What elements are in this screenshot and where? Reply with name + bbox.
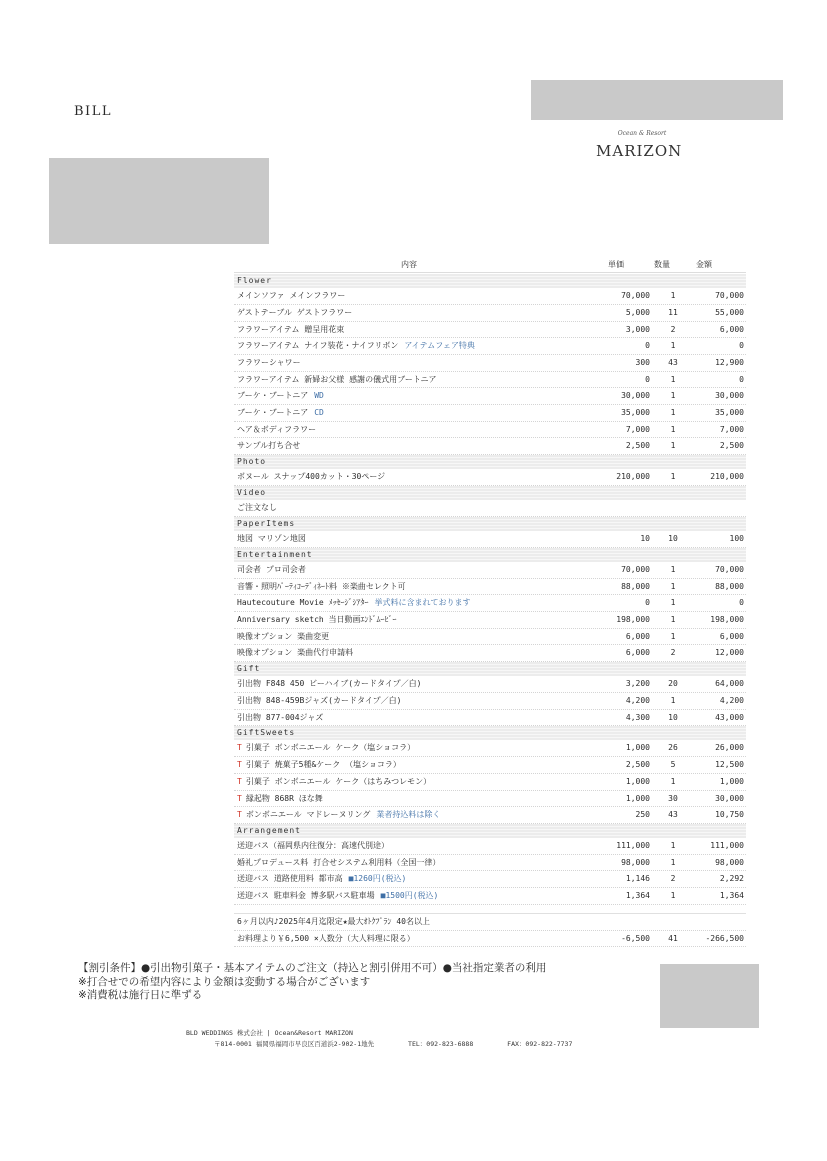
header-price: 単価: [608, 259, 624, 269]
unit-price: 6,000: [625, 631, 650, 641]
unit-price: 1,000: [625, 776, 650, 786]
item-name-cell: [237, 322, 617, 338]
table-row: [234, 338, 746, 355]
amount: 210,000: [710, 472, 744, 482]
item-name-cell: [237, 807, 617, 823]
unit-price: 4,300: [625, 712, 650, 722]
quantity: 43: [668, 357, 678, 367]
table-row: [234, 305, 746, 322]
unit-price: 88,000: [621, 581, 650, 591]
item-note: ■1260円(税込): [348, 874, 407, 884]
item-note: 挙式料に含まれております: [374, 598, 471, 608]
quantity: 5: [670, 760, 676, 770]
header-content: 内容: [401, 259, 417, 269]
table-row: [234, 855, 746, 872]
table-row: [234, 629, 746, 646]
table-row: [234, 807, 746, 824]
item-name-cell: [237, 838, 617, 854]
discount-block: [234, 913, 746, 947]
table-row: [234, 322, 746, 339]
item-name: 引菓子 ボンボニエール ケーク（はちみつレモン）: [245, 776, 432, 786]
quantity: 1: [670, 631, 676, 641]
bill-table: [234, 256, 746, 947]
amount: 55,000: [715, 307, 744, 317]
unit-price: 1,364: [625, 891, 650, 901]
quantity: 1: [670, 841, 676, 851]
section-header: Arrangement: [234, 824, 746, 838]
item-name-cell: [237, 595, 617, 611]
unit-price: 1,000: [625, 743, 650, 753]
section-header: GiftSweets: [234, 726, 746, 740]
amount: 6,000: [719, 324, 744, 334]
amount: 2,292: [719, 874, 744, 884]
amount: 35,000: [715, 408, 744, 417]
amount: 98,000: [715, 857, 744, 867]
item-name: 引出物 877-004ジャズ: [237, 712, 324, 722]
quantity: 1: [670, 391, 676, 401]
unit-price: 35,000: [621, 408, 650, 417]
amount: 0: [739, 598, 744, 608]
item-name-cell: [237, 288, 617, 304]
item-name-cell: [237, 774, 617, 790]
footer-company: BLD WEDDINGS 株式会社 | Ocean&Resort MARIZON: [186, 1029, 353, 1037]
table-row: [234, 438, 746, 455]
redacted-block-top-right: [531, 80, 783, 120]
item-name-cell: [237, 710, 617, 726]
item-name-cell: [237, 305, 617, 321]
table-body: [234, 274, 746, 905]
unit-price: 198,000: [616, 614, 650, 624]
amount: 6,000: [719, 631, 744, 641]
item-name: 婚礼プロデュース料 打合せシステム利用料（全国一律）: [237, 857, 441, 867]
quantity: 1: [670, 441, 676, 451]
item-name-cell: [237, 871, 617, 887]
unit-price: 30,000: [621, 391, 650, 401]
quantity: 10: [668, 712, 678, 722]
table-row: [234, 612, 746, 629]
unit-price: 98,000: [621, 857, 650, 867]
unit-price: 5,000: [625, 307, 650, 317]
item-name: ブーケ・ブートニア: [237, 408, 309, 417]
table-row: [234, 422, 746, 439]
item-name-cell: [237, 676, 617, 692]
item-name-cell: [237, 612, 617, 628]
amount: 30,000: [715, 793, 744, 803]
unit-price: 1,000: [625, 793, 650, 803]
amount: 64,000: [715, 679, 744, 689]
item-name: ブーケ・ブートニア: [237, 391, 309, 401]
gift-mark-icon: T: [237, 776, 242, 786]
unit-price: 2,500: [625, 441, 650, 451]
item-name: ゲストテーブル ゲストフラワー: [237, 307, 353, 317]
quantity: 1: [670, 857, 676, 867]
unit-price: 10: [640, 534, 650, 543]
table-row: [234, 288, 746, 305]
brand-tagline: Ocean & Resort: [617, 130, 667, 137]
header-qty: 数量: [654, 259, 670, 269]
item-name: ボンボニエール マドレーヌリング: [245, 810, 371, 820]
amount: 0: [739, 374, 744, 384]
table-row: [234, 405, 746, 422]
unit-price: 70,000: [621, 291, 650, 301]
amount: 198,000: [710, 614, 744, 624]
gift-mark-icon: T: [237, 760, 242, 770]
quantity: 1: [670, 341, 676, 351]
table-row: [234, 531, 746, 548]
unit-price: 1,146: [625, 874, 650, 884]
unit-price: -6,500: [621, 933, 650, 943]
item-name: フラワーアイテム ナイフ装花・ナイフリボン: [237, 341, 399, 351]
unit-price: 3,000: [625, 324, 650, 334]
amount: 12,900: [715, 357, 744, 367]
amount: 1,364: [719, 891, 744, 901]
unit-price: 3,200: [625, 679, 650, 689]
item-name: 縁起物 868R ほな舞: [245, 793, 323, 803]
unit-price: 250: [635, 810, 650, 820]
item-name: 送迎バス（福岡県内往復分：高速代別途）: [237, 841, 389, 851]
table-row: [234, 740, 746, 757]
section-header: Flower: [234, 274, 746, 288]
item-name: 6ヶ月以内♪2025年4月迄限定★最大ｵﾄｸﾌﾟﾗﾝ 40名以上: [237, 916, 430, 926]
section-header: Video: [234, 486, 746, 500]
bill-title: BILL: [74, 104, 112, 119]
quantity: 1: [670, 581, 676, 591]
item-name-cell: [237, 693, 617, 709]
item-name: 映像オプション 楽曲代行申請料: [237, 648, 354, 658]
quantity: 20: [668, 679, 678, 689]
amount: 2,500: [719, 441, 744, 451]
quantity: 1: [670, 472, 676, 482]
quantity: 2: [670, 648, 676, 658]
condition-line: ※打合せでの希望内容により金額は変動する場合がございます: [78, 975, 371, 988]
item-name-cell: [237, 888, 617, 904]
section-header: Entertainment: [234, 548, 746, 562]
item-name-cell: [237, 629, 617, 645]
amount: 111,000: [710, 841, 744, 851]
table-row: [234, 372, 746, 389]
amount: 26,000: [715, 743, 744, 753]
company-footer: [186, 1028, 602, 1050]
quantity: 1: [670, 564, 676, 574]
item-name: 送迎バス 駐車料金 博多駅バス駐車場: [237, 891, 375, 901]
table-row: [234, 355, 746, 372]
section-header: Photo: [234, 455, 746, 469]
item-name-cell: [237, 531, 617, 547]
table-row: [234, 888, 746, 905]
table-header: [234, 256, 746, 273]
item-name: メインソファ メインフラワー: [237, 291, 346, 301]
table-row: [234, 913, 746, 931]
table-row: [234, 757, 746, 774]
quantity: 10: [668, 534, 678, 543]
quantity: 1: [670, 291, 676, 301]
item-note: CD: [314, 408, 324, 417]
item-name-cell: [237, 438, 617, 454]
table-row: [234, 693, 746, 710]
unit-price: 0: [645, 374, 650, 384]
unit-price: 70,000: [621, 564, 650, 574]
quantity: 1: [670, 424, 676, 434]
item-name: 引出物 848-459Bジャズ(カードタイプ／白): [237, 695, 402, 705]
amount: 70,000: [715, 291, 744, 301]
item-name: 地図 マリゾン地図: [237, 534, 306, 543]
table-row: [234, 562, 746, 579]
item-name-cell: [237, 914, 617, 930]
condition-line: ※消費税は施行日に準ずる: [78, 989, 203, 1001]
item-name-cell: [237, 757, 617, 773]
quantity: 41: [668, 933, 678, 943]
item-name: 映像オプション 楽曲変更: [237, 631, 330, 641]
quantity: 1: [670, 776, 676, 786]
unit-price: 300: [635, 357, 650, 367]
item-name: サンプル打ち合せ: [237, 441, 301, 451]
discount-conditions: [78, 962, 678, 1003]
item-name-cell: [237, 355, 617, 371]
item-name-cell: [237, 422, 617, 438]
quantity: 2: [670, 324, 676, 334]
quantity: 11: [668, 307, 678, 317]
item-name: ご注文なし: [237, 503, 277, 513]
item-name-cell: [237, 372, 617, 388]
item-name-cell: [237, 740, 617, 756]
section-header: PaperItems: [234, 517, 746, 531]
quantity: 30: [668, 793, 678, 803]
brand-logo: MARIZON: [596, 142, 683, 160]
item-note: 業者持込料は除く: [376, 810, 441, 820]
gift-mark-icon: T: [237, 810, 242, 820]
header-amount: 金額: [696, 259, 712, 269]
table-row: [234, 838, 746, 855]
item-name: 引菓子 ボンボニエール ケーク（塩ショコラ）: [245, 743, 416, 753]
item-name: 引菓子 焼菓子5種&ケーク （塩ショコラ）: [245, 760, 401, 770]
unit-price: 2,500: [625, 760, 650, 770]
table-row: [234, 931, 746, 948]
table-row: [234, 388, 746, 405]
quantity: 1: [670, 614, 676, 624]
amount: 70,000: [715, 564, 744, 574]
table-row: [234, 791, 746, 808]
redacted-block-address: [49, 158, 269, 244]
quantity: 43: [668, 810, 678, 820]
unit-price: 210,000: [616, 472, 650, 482]
footer-fax: FAX：092-822-7737: [507, 1040, 573, 1048]
item-name: ヘア＆ボディフラワー: [237, 424, 317, 434]
section-header: Gift: [234, 662, 746, 676]
item-name: 司会者 プロ司会者: [237, 564, 306, 574]
amount: 100: [729, 534, 744, 543]
item-name-cell: [237, 562, 617, 578]
table-row: [234, 774, 746, 791]
amount: 1,000: [719, 776, 744, 786]
unit-price: 0: [645, 598, 650, 608]
item-name-cell: [237, 388, 617, 404]
item-name: 引出物 F848 450 ビーハイブ(カードタイプ／白): [237, 679, 422, 689]
amount: 7,000: [719, 424, 744, 434]
amount: 88,000: [715, 581, 744, 591]
item-name-cell: [237, 791, 617, 807]
unit-price: 6,000: [625, 648, 650, 658]
quantity: 1: [670, 408, 676, 417]
quantity: 1: [670, 598, 676, 608]
table-row: [234, 500, 746, 517]
table-row: [234, 871, 746, 888]
amount: 10,750: [715, 810, 744, 820]
quantity: 1: [670, 374, 676, 384]
item-note: ■1500円(税込): [380, 891, 439, 901]
unit-price: 4,200: [625, 695, 650, 705]
table-row: [234, 676, 746, 693]
item-name-cell: [237, 500, 617, 516]
unit-price: 0: [645, 341, 650, 351]
unit-price: 111,000: [616, 841, 650, 851]
amount: -266,500: [705, 933, 744, 943]
amount: 12,000: [715, 648, 744, 658]
item-name-cell: [237, 931, 617, 947]
item-name-cell: [237, 645, 617, 661]
amount: 0: [739, 341, 744, 351]
item-name: フラワーシャワー: [237, 357, 301, 367]
gift-mark-icon: T: [237, 743, 242, 753]
table-row: [234, 595, 746, 612]
unit-price: 7,000: [625, 424, 650, 434]
amount: 43,000: [715, 712, 744, 722]
item-name-cell: [237, 405, 617, 421]
quantity: 26: [668, 743, 678, 753]
item-name: ボヌール スナップ400カット・30ページ: [237, 472, 386, 482]
quantity: 1: [670, 695, 676, 705]
table-row: [234, 710, 746, 727]
item-name-cell: [237, 579, 617, 595]
item-name-cell: [237, 338, 617, 354]
table-row: [234, 645, 746, 662]
item-name: 送迎バス 道路使用料 都市高: [237, 874, 343, 884]
amount: 30,000: [715, 391, 744, 401]
item-name-cell: [237, 469, 617, 485]
item-name-cell: [237, 855, 617, 871]
item-name: お料理より￥6,500 ×人数分（大人料理に限る）: [237, 933, 415, 943]
quantity: 2: [670, 874, 676, 884]
item-name: Hautecouture Movie ﾒｯｾｰｼﾞｼｱﾀｰ: [237, 598, 369, 608]
item-name: フラワーアイテム 新婦お父様 感謝の儀式用ブートニア: [237, 374, 437, 384]
item-name: 音響・照明ﾊﾟｰﾃｨｺｰﾃﾞｨﾈｰﾄ料 ※楽曲セレクト可: [237, 581, 406, 591]
gift-mark-icon: T: [237, 793, 242, 803]
amount: 4,200: [719, 695, 744, 705]
table-row: [234, 579, 746, 596]
amount: 12,500: [715, 760, 744, 770]
footer-address: 〒814-0001 福岡県福岡市早良区百道浜2-902-1地先: [214, 1040, 375, 1048]
item-note: アイテムフェア特典: [404, 341, 475, 351]
item-note: WD: [314, 391, 324, 401]
item-name: Anniversary sketch 当日動画ｴﾝﾄﾞﾑｰﾋﾞｰ: [237, 614, 397, 624]
condition-line: 【割引条件】●引出物引菓子・基本アイテムのご注文（持込と割引併用不可）●当社指定業者の利用: [78, 962, 547, 974]
quantity: 1: [670, 891, 676, 901]
footer-tel: TEL：092-823-6888: [408, 1040, 474, 1048]
item-name: フラワーアイテム 贈呈用花束: [237, 324, 345, 334]
table-row: [234, 469, 746, 486]
